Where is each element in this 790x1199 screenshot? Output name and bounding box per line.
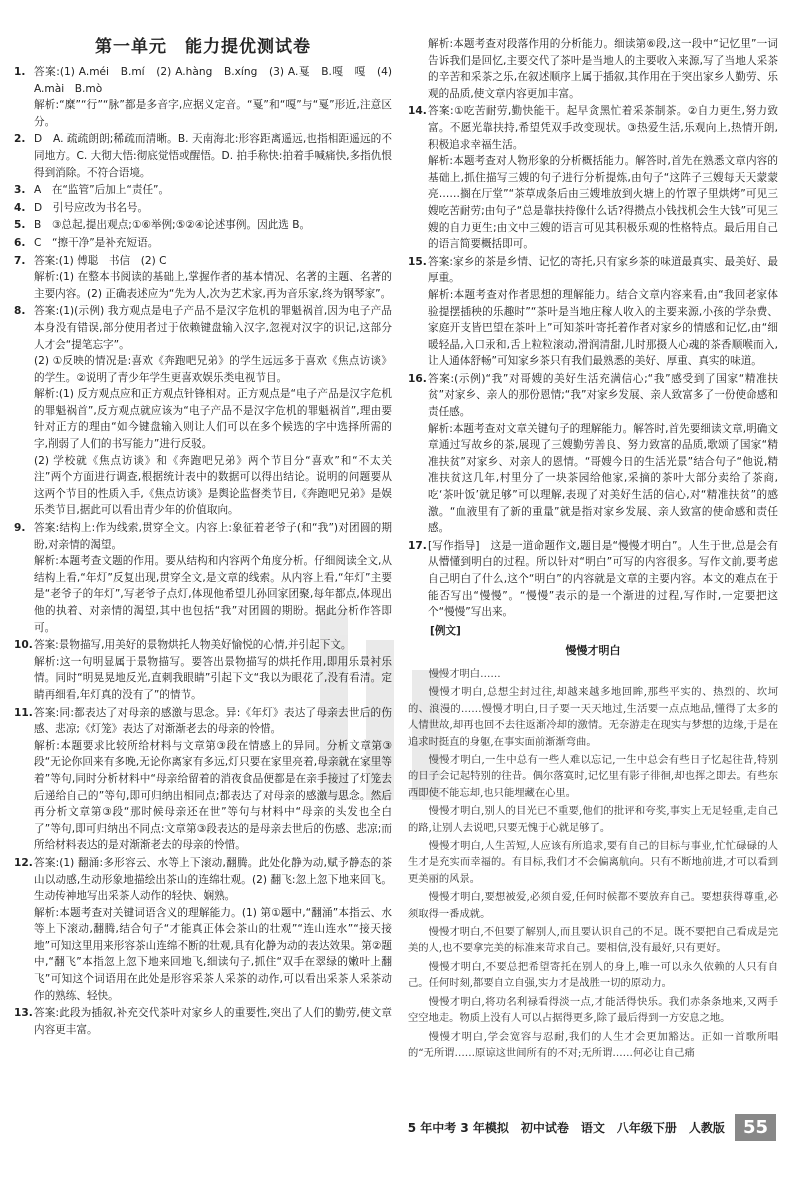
answer-item [408, 538, 778, 621]
question-number: 6. [14, 236, 26, 249]
page-title: 第一单元 能力提优测试卷 [95, 37, 311, 57]
page-footer [408, 1114, 776, 1141]
answer-paragraph: 解析:“糜”“行”“脉”都是多音字,应据义定音。“戛”和“嘎”与“戛”形近,注意区分。 [34, 99, 392, 128]
answer-paragraph: 解析:本题考查对关键词语含义的理解能力。(1) 第①题中,“翻涌”本指云、水等上下滚动,翻腾,结合句子“才能真正体会茶山的壮观”“连山连水”“接天接地”可知这里用来形容茶山连绵不断的壮观,具有化静为动的表达效果。第②题中,“翻飞”本指忽上忽下地来回地飞,细读句子,抓住“双手在翠绿的嫩叶上翻飞”可知这个词语用在此处是形容采茶人采茶的动作,可以看出采茶人采茶动作的熟练、轻快。 [34, 906, 392, 1002]
answer-body [428, 538, 778, 621]
essay-paragraph: 慢慢才明白,人生苦短,人应该有所追求,要有自己的目标与事业,忙忙碌碌的人生才是充实而幸福的。有目标,我们才不会偏离航向。只有不断地前进,才可以看到更美丽的风景。 [408, 840, 778, 885]
answer-item [14, 182, 392, 199]
answer-body [34, 253, 392, 303]
question-number: 2. [14, 133, 26, 146]
essay-body [408, 666, 778, 1061]
answer-body [34, 855, 392, 1004]
question-number: 16. [408, 372, 427, 385]
question-number: 1. [14, 66, 26, 78]
page-number: 55 [735, 1114, 776, 1141]
answer-paragraph: 解析:这一句明显属于景物描写。要答出景物描写的烘托作用,即用乐景衬乐情。同时“明晃晃地反光,直刺我眼睛”引起下文“我以为眼花了,没有看清。定睛再细看,年灯真的没有了”的情节。 [34, 655, 392, 701]
answer-body [428, 103, 778, 252]
answer-paragraph: 解析:本题考查对段落作用的分析能力。细读第⑥段,这一段中“记忆里”一词告诉我们是回忆,主要交代了茶叶是当地人的主要收入来源,写了当地人采茶的辛苦和采茶之乐,在叙述顺序上属于插叙,其作用在于突出家乡人勤劳、乐观的品质,使文章内容更加丰富。 [428, 38, 778, 100]
answer-item [14, 253, 392, 303]
answer-body [34, 303, 392, 519]
answer-body [34, 200, 392, 217]
question-number: 9. [14, 522, 26, 535]
answer-item [14, 235, 392, 252]
answer-body [34, 64, 392, 130]
answer-paragraph: 解析:本题考查对作者思想的理解能力。结合文章内容来看,由“我回老家体验提摆插秧的乐趣时”“茶叶是当地庄稼人收入的主要来源,小孩的学杂费、家庭开支皆巴望在茶叶上”可知茶叶寄托着作者对家乡的情感和记忆,由“细暖轻晶,入口汞和,舌上粒粒滚动,滑润清甜,儿时那摄人心魂的茶香顺喉而入,让人通体舒畅”可知家乡茶只有我们最熟悉的美好、厚重、真实的味道。 [428, 288, 778, 368]
answer-item [408, 254, 778, 370]
essay-paragraph: 慢慢才明白,不但要了解别人,而且要认识自己的不足。既不要把自己看成是完美的人,也不要拿完美的标准来苛求自己。要相信,没有最好,只有更好。 [408, 926, 778, 955]
answer-item [14, 1005, 392, 1038]
answer-body [428, 371, 778, 537]
question-number: 17. [408, 539, 427, 552]
question-number: 8. [14, 305, 26, 318]
answer-item [408, 103, 778, 252]
essay-title: 慢慢才明白 [565, 644, 621, 658]
answer-paragraph: 答案:结构上:作为线索,贯穿全文。内容上:象征着老爷子(和“我”)对团圆的期盼,对亲情的渴望。 [34, 522, 392, 551]
answer-paragraph: 答案:此段为插叙,补充交代茶叶对家乡人的重要性,突出了人们的勤劳,使文章内容更丰富。 [34, 1007, 392, 1036]
essay-paragraph: 慢慢才明白,学会宽容与忍耐,我们的人生才会更加豁达。正如一首歌所唱的“无所谓……原谅这世间所有的不对;无所谓……何必让自己痛 [408, 1030, 778, 1059]
essay-paragraph: 慢慢才明白,总想尘封过往,却越来越多地回眸,那些平实的、热烈的、坎坷的、浪漫的……慢慢才明白,日子要一天天地过,生活要一点点地品,懂得了太多的人情世故,却再也回不去往返渐冷却的激情。无奈游走在现实与梦想的边缘,于是在追求时挺直的身躯,在事实面前渐渐弯曲。 [408, 686, 778, 748]
answer-item [408, 371, 778, 537]
question-number: 3. [14, 184, 26, 197]
answer-paragraph: [写作指导] 这是一道命题作文,题目是“慢慢才明白”。人生于世,总是会有从懵懂到明白的过程。所以针对“明白”可写的内容很多。写作文前,要考虑自己明白了什么,这个“明白”的内容就是文章的主要内容。本文的难点在于能否写出“慢慢”。“慢慢”表示的是一个渐进的过程,写作时,一定要把这个“慢慢”写出来。 [428, 539, 778, 619]
essay-paragraph: 慢慢才明白,将功名利禄看得淡一点,才能活得快乐。我们赤条条地来,又两手空空地走。物质上没有人可以占据得更多,除了最后得到一方安息之地。 [408, 995, 778, 1025]
answer-body [428, 36, 778, 102]
answer-body [428, 254, 778, 370]
essay-paragraph: 慢慢才明白…… [428, 667, 501, 680]
answer-item [14, 131, 392, 181]
question-number: 15. [408, 255, 427, 268]
answer-paragraph: 答案:(1)(示例) 我方观点是电子产品不是汉字危机的罪魁祸首,因为电子产品本身没有错误,部分使用者过于依赖键盘输入汉字,忽视对汉字的识记,这部分人才会“提笔忘字”。 [34, 305, 392, 351]
answer-paragraph: 解析:(1) 在整本书阅读的基础上,掌握作者的基本情况、名著的主题、名著的主要内容。(2) 正确表述应为“先为人,次为艺术家,再为音乐家,终为钢琴家”。 [34, 271, 392, 300]
answer-body [34, 131, 392, 181]
right-answer-list [408, 36, 778, 621]
answer-paragraph: 解析:本题考查对文章关键句子的理解能力。解答时,首先要细读文章,明确文章通过写故乡的茶,展现了三嫂勤劳善良、努力致富的品质,歌颂了国家“精准扶贫”对家乡、对亲人的恩情。“哥嫂今日的生活光景”结合句子“他说,精准扶贫这几年,村里分了一块茶园给他家,采摘的茶叶大部分卖给了茶商,吃‘茶叶饭’就足够”可以理解,表现了对美好生活的信心,对“精准扶贫”的感激。“血液里有了新的重量”就是指对家乡发展、亲人致富的使命感和责任感。 [428, 422, 778, 535]
example-label: [例文] [430, 624, 461, 637]
left-column [14, 36, 392, 1039]
right-column [408, 36, 778, 1063]
answer-paragraph: 答案:(1) 傅聪 书信 (2) C [34, 254, 167, 267]
footer-series: 5 年中考 3 年模拟 初中试卷 语文 八年级下册 人教版 [407, 1121, 725, 1135]
answer-paragraph: (2) ①反映的情况是:喜欢《奔跑吧兄弟》的学生远远多于喜欢《焦点访谈》的学生。②说明了青少年学生更喜欢娱乐类电视节目。 [34, 355, 392, 384]
question-number: 7. [14, 254, 26, 267]
answer-paragraph: 解析:本题考查文题的作用。要从结构和内容两个角度分析。仔细阅读全文,从结构上看,“年灯”反复出现,贯穿全文,是文章的线索。从内容上看,“年灯”主要是“老爷子的年灯”,写老爷子点灯,体现他希望儿孙回家团聚,每年都点,体现出他的执着、对亲情的渴望,其中也包括“我”对团圆的期盼。据此分析作答即可。 [34, 555, 392, 634]
answer-item [14, 64, 392, 130]
answer-paragraph: 答案:(示例)“我”对哥嫂的美好生活充满信心;“我”感受到了国家“精准扶贫”对家乡、亲人的那份恩情;“我”对家乡发展、亲人致富多了一份使命感和责任感。 [428, 372, 778, 419]
answer-paragraph: 答案:(1) A.méi B.mí (2) A.hàng B.xíng (3) A.戛 B.嘎 嘎 (4) A.mài B.mò [34, 66, 392, 95]
answer-body [34, 235, 392, 252]
answer-body [34, 1005, 392, 1038]
question-number: 5. [14, 219, 26, 232]
answer-paragraph: 解析:本题考查对人物形象的分析概括能力。解答时,首先在熟悉文章内容的基础上,抓住描写三嫂的句子进行分析提炼,由句子“这阵子三嫂每天天蒙蒙亮……搁在厅堂”“茶草成条后由三嫂堆放到火塘上的竹罩子里烘烤”可见三嫂吃苦耐劳;由句子“总是靠扶持像什么话?得攒点小钱找机会生大钱”可见三嫂的自力更生;由文中三嫂的语言可见其积极乐观的性格特点。最后用自己的语言简要概括即可。 [428, 155, 778, 251]
question-number: 10. [14, 639, 33, 652]
answer-paragraph: D A. 疏疏朗朗;稀疏而清晰。B. 天南海北:形容距离遥远,也指相距遥远的不同地方。C. 大彻大悟:彻底觉悟或醒悟。D. 拍手称快:拍着手喊痛快,多指仇恨得到消除。不符合语境。 [34, 133, 392, 179]
question-number: 11. [14, 706, 33, 719]
question-number [408, 36, 428, 102]
answer-paragraph: 答案:①吃苦耐劳,勤快能干。起早贪黑忙着采茶制茶。②自力更生,努力致富。不愿光靠扶持,希望凭双手改变现状。③热爱生活,乐观向上,热情开朗,积极追求幸福生活。 [428, 105, 778, 151]
answer-item [14, 217, 392, 234]
answer-paragraph: 解析:(1) 反方观点应和正方观点针锋相对。正方观点是“电子产品是汉字危机的罪魁祸首”,反方观点就应该为“电子产品不是汉字危机的罪魁祸首”,理由要针对正方的理由“如今键盘输入则让人们可以在多个候选的字中选择所需的字,削弱了人们的书写能力”进行反驳。 [34, 388, 392, 451]
answer-body [34, 217, 392, 234]
answer-paragraph: (2) 学校就《焦点访谈》和《奔跑吧兄弟》两个节目分“喜欢”和“不太关注”两个方面进行调查,根据统计表中的数据可以得出结论。说明的问题要从这两个节目的性质入手,《焦点访谈》是舆论监督类节目,《奔跑吧兄弟》是娱乐类节目,据此可以看出青少年的价值取向。 [34, 454, 392, 517]
essay-paragraph: 慢慢才明白,别人的目光已不重要,他们的批评和夸奖,事实上无足轻重,走自己的路,让别人去说吧,只要无愧于心就足够了。 [408, 805, 778, 834]
answer-paragraph: 答案:家乡的茶是乡情、记忆的寄托,只有家乡茶的味道最真实、最美好、最厚重。 [428, 255, 778, 285]
answer-paragraph: B ③总起,提出观点;①⑥举例;⑤②④论述事例。因此选 B。 [34, 219, 311, 232]
essay-paragraph: 慢慢才明白,一生中总有一些人难以忘记,一生中总会有些日子忆起往昔,特别的日子会记起特别的往昔。偶尔落寞时,记忆里有影子徘徊,却也挥之即去。有些东西即使不能忘却,也只能埋藏在心里。 [408, 754, 778, 799]
answer-paragraph: 答案:同:都表达了对母亲的感激与思念。异:《年灯》表达了母亲去世后的伤感、悲凉;《灯笼》表达了对渐渐老去的母亲的怜惜。 [34, 706, 392, 736]
answer-paragraph: C “擦干净”是补充短语。 [34, 236, 159, 249]
answer-body [34, 182, 392, 199]
answer-item [14, 855, 392, 1004]
answer-paragraph: 答案:(1) 翻涌:多形容云、水等上下滚动,翻腾。此处化静为动,赋予静态的茶山以动感,生动形象地描绘出茶山的连绵壮观。(2) 翻飞:忽上忽下地来回飞。生动传神地写出采茶人动作的轻快、娴熟。 [34, 856, 392, 903]
question-number: 14. [408, 105, 427, 118]
watermark-graphic [310, 600, 450, 810]
answer-item [14, 303, 392, 519]
answer-paragraph: 答案:景物描写,用美好的景物烘托人物美好愉悦的心情,并引起下文。 [34, 639, 352, 652]
answer-item [14, 200, 392, 217]
question-number: 13. [14, 1007, 33, 1020]
answer-paragraph: D 引号应改为书名号。 [34, 201, 149, 214]
answer-paragraph: 解析:本题要求比较所给材料与文章第③段在情感上的异同。分析文章第③段“无论你回来有多晚,无论你离家有多远,灯只要在家里亮着,母亲就在家里等着”等句,同时分析材料中“母亲给留着的消夜食品便都是在亲手接过了灯笼去后递给自己的”等句,即可归纳出相同点;都表达了对母亲的感激与思念。然后再分析文章第③段“那时候母亲还在世”等句与材料中“母亲的头发也全白了”等句,即可归纳出不同点:文章第③段表达的是母亲去世后的伤感、悲凉;而所给材料表达的是对渐渐老去的母亲的怜惜。 [34, 739, 392, 852]
essay-paragraph: 慢慢才明白,要想被爱,必须自爱,任何时候都不要放弃自己。要想获得尊重,必须取得一番成就。 [408, 891, 778, 920]
question-number: 4. [14, 201, 26, 214]
question-number: 12. [14, 856, 33, 869]
answer-paragraph: A 在“监管”后加上“责任”。 [34, 184, 170, 197]
left-answer-list [14, 64, 392, 1038]
answer-item [408, 36, 778, 102]
essay-paragraph: 慢慢才明白,不要总把希望寄托在别人的身上,唯一可以永久依赖的人只有自己。任何时刻,都要自立自强,实力才是战胜一切的原动力。 [408, 960, 778, 990]
